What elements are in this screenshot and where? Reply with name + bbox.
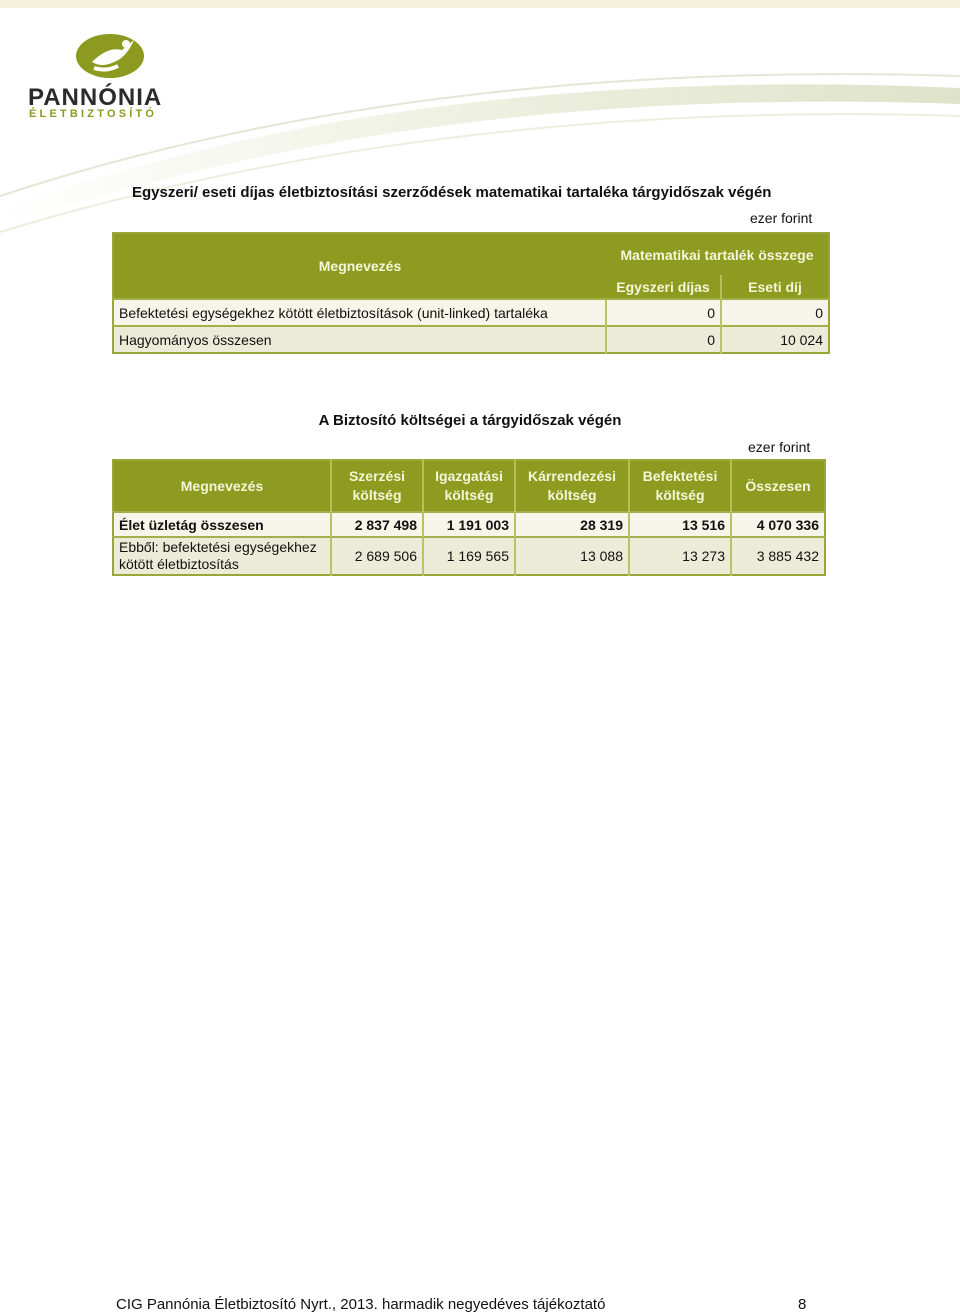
table-row: [113, 537, 825, 575]
cell-value: 4 070 336: [731, 512, 825, 537]
cell-value: 2 837 498: [331, 512, 423, 537]
cell-value: 0: [606, 326, 721, 353]
cell-value: 2 689 506: [331, 537, 423, 575]
cell-value: 3 885 432: [731, 537, 825, 575]
cell-value: 0: [606, 299, 721, 326]
cell-value: 13 273: [629, 537, 731, 575]
section1-unit: ezer forint: [750, 210, 813, 226]
header-reserve-group: Matematikai tartalék összege: [606, 233, 829, 275]
cell-value: 13 516: [629, 512, 731, 537]
cell-value: 0: [721, 299, 829, 326]
row-label: Hagyományos összesen: [113, 326, 606, 353]
cell-value: 1 169 565: [423, 537, 515, 575]
math-reserve-table: [112, 232, 830, 354]
section2-unit: ezer forint: [748, 439, 811, 455]
logo-subtitle: ÉLETBIZTOSÍTÓ: [29, 108, 158, 120]
page-number: 8: [798, 1296, 807, 1313]
header-single-premium: Egyszeri díjas: [606, 275, 721, 299]
row-label: Élet üzletág összesen: [113, 512, 331, 537]
logo-brand: PANNÓNIA: [28, 84, 163, 111]
header-name: Megnevezés: [113, 460, 331, 512]
footer-text: CIG Pannónia Életbiztosító Nyrt., 2013. harmadik negyedéves tájékoztató: [116, 1296, 606, 1313]
table-row: [113, 512, 825, 537]
header-investment-cost: Befektetési költség: [629, 460, 731, 512]
row-label: Ebből: befektetési egységekhez kötött életbiztosítás: [113, 537, 331, 575]
cell-value: 28 319: [515, 512, 629, 537]
table-row: [113, 299, 829, 326]
row-label: Befektetési egységekhez kötött életbiztosítások (unit-linked) tartaléka: [113, 299, 606, 326]
header-admin-cost: Igazgatási költség: [423, 460, 515, 512]
cell-value: 1 191 003: [423, 512, 515, 537]
section1-title: Egyszeri/ eseti díjas életbiztosítási szerződések matematikai tartaléka tárgyidőszak végén: [132, 184, 772, 201]
cell-value: 13 088: [515, 537, 629, 575]
section2-title: A Biztosító költségei a tárgyidőszak végén: [318, 412, 622, 429]
header-acquisition-cost: Szerzési költség: [331, 460, 423, 512]
header-occasional-premium: Eseti díj: [721, 275, 829, 299]
header-claims-cost: Kárrendezési költség: [515, 460, 629, 512]
table-row: [113, 326, 829, 353]
costs-table: [112, 459, 826, 576]
header-total: Összesen: [731, 460, 825, 512]
cell-value: 10 024: [721, 326, 829, 353]
header-name: Megnevezés: [113, 233, 606, 299]
